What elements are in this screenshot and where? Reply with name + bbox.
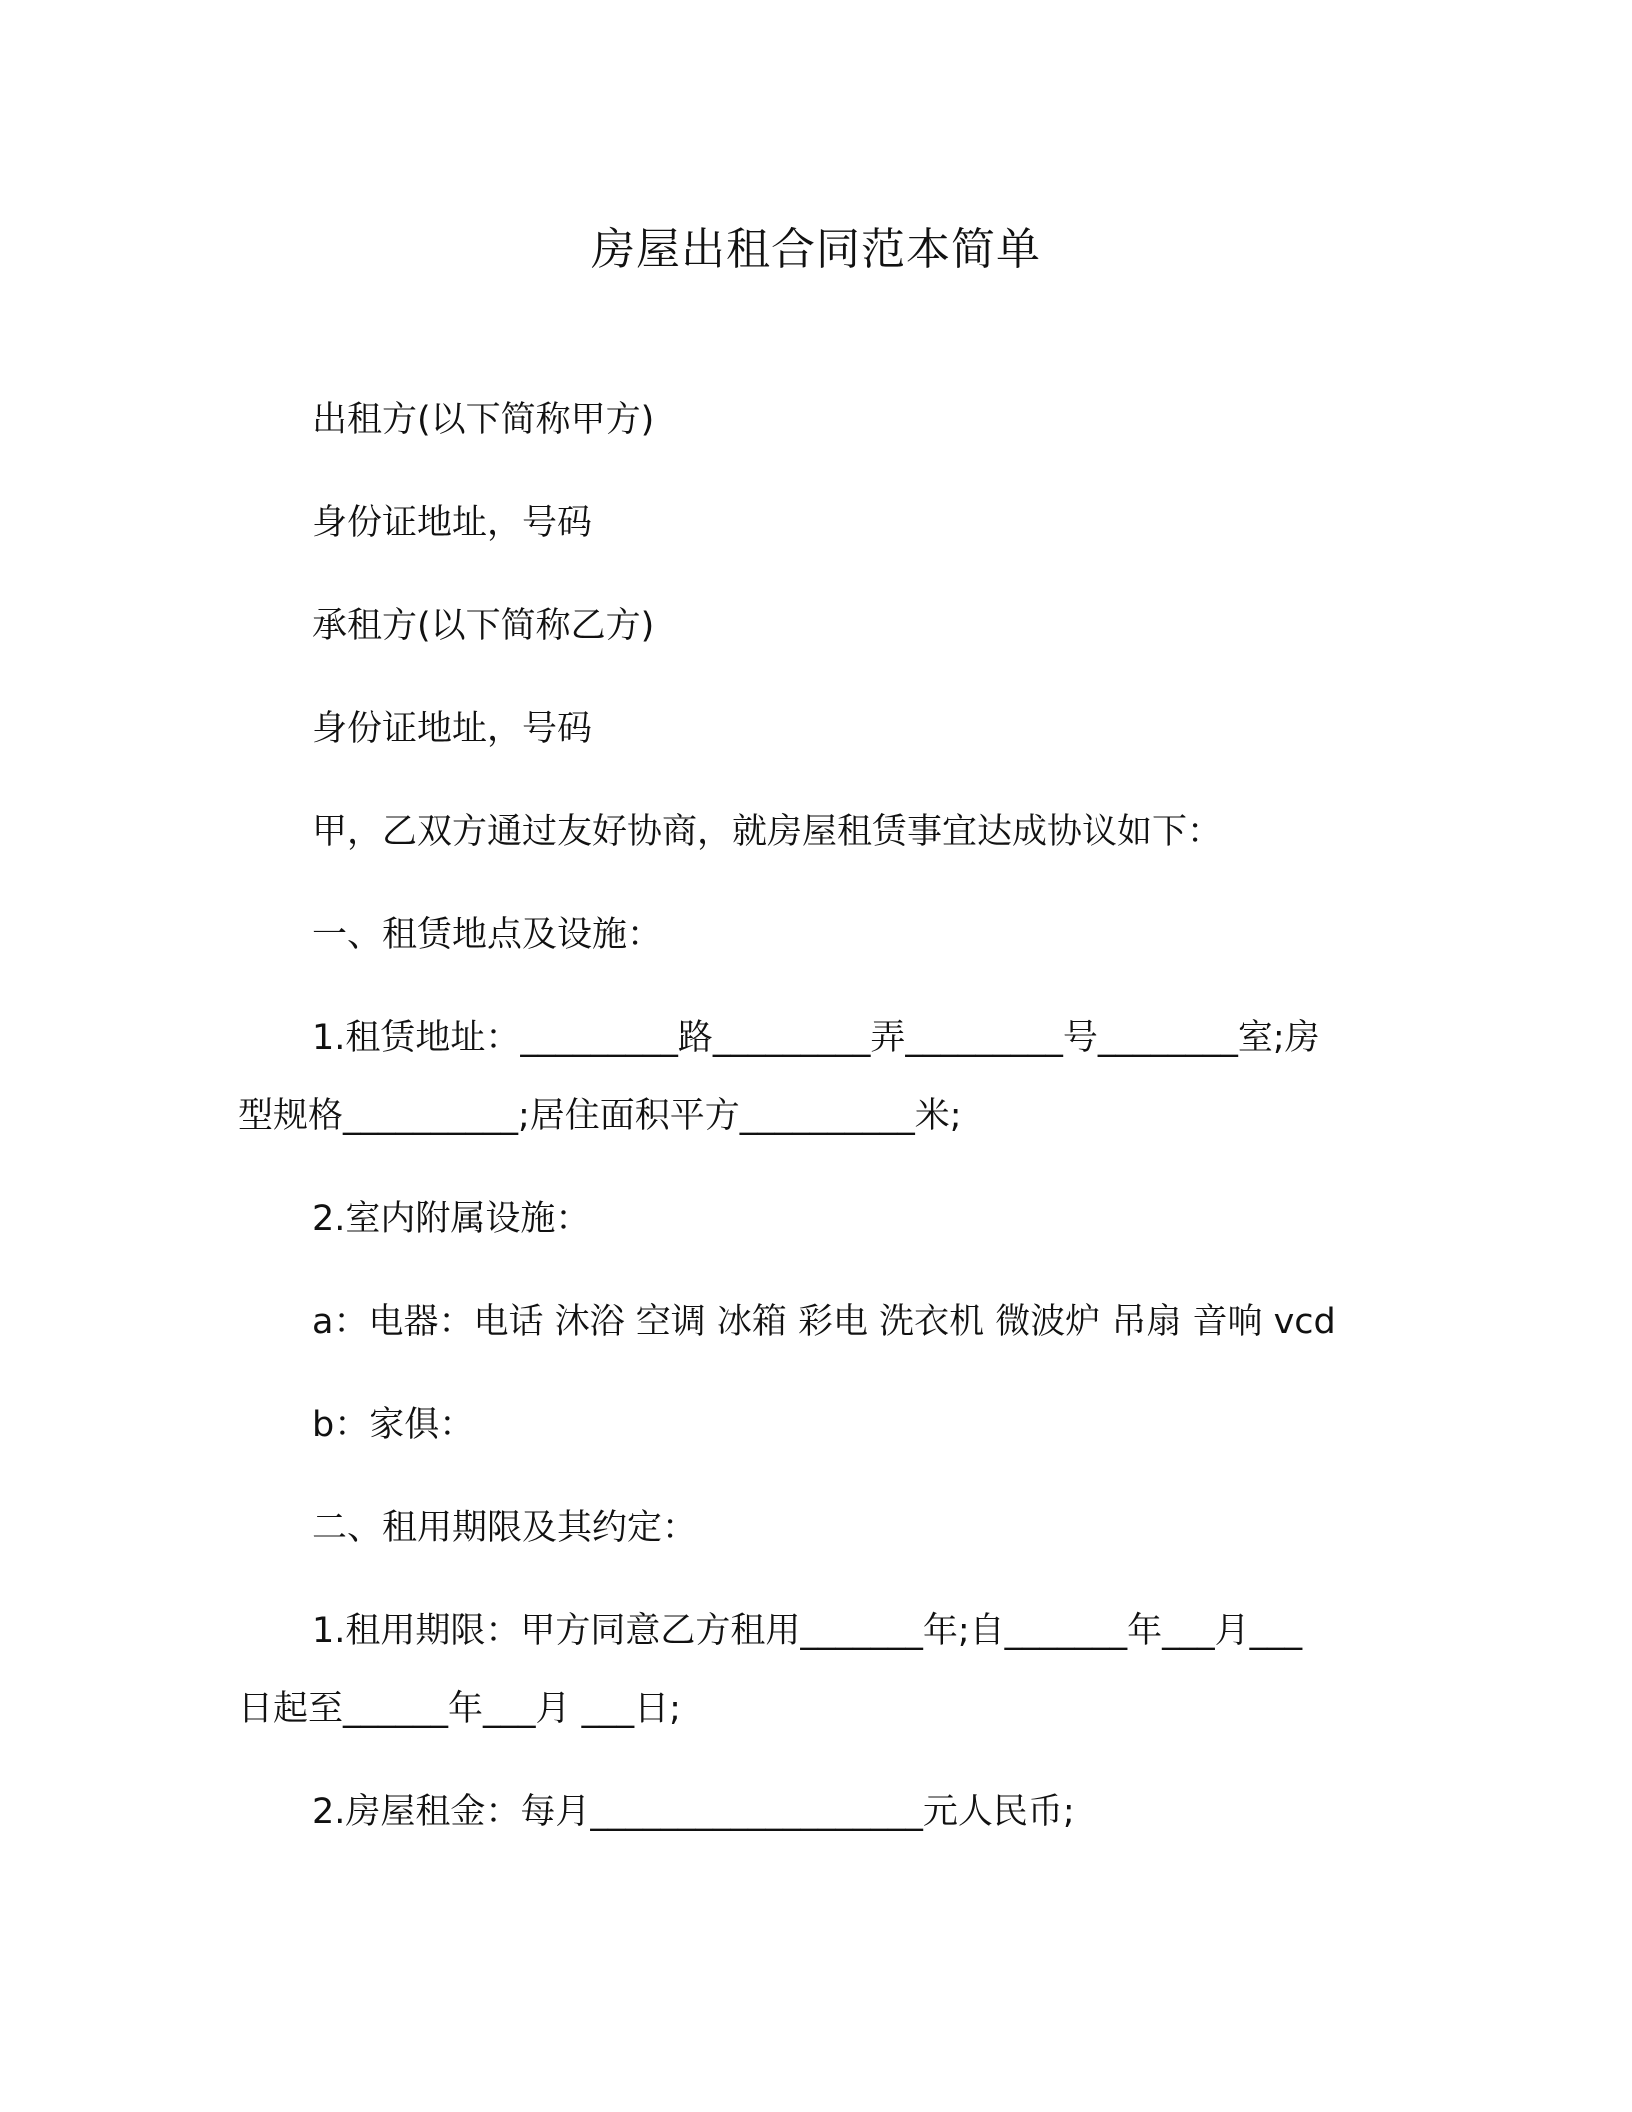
appliances-line: a：电器：电话 沐浴 空调 冰箱 彩电 洗衣机 微波炉 吊扇 音响 vcd xyxy=(312,1302,1336,1342)
section-1-heading: 一、租赁地点及设施： xyxy=(312,915,663,955)
agreement-intro: 甲，乙双方通过友好协商，就房屋租赁事宜达成协议如下： xyxy=(312,812,1223,852)
lease-term-continued: 日起至______年___月 ___日; xyxy=(238,1689,681,1729)
rent-line: 2.房屋租金：每月___________________元人民币; xyxy=(312,1792,1075,1832)
section-2-heading: 二、租用期限及其约定： xyxy=(312,1508,698,1548)
lease-term-line: 1.租用期限：甲方同意乙方租用_______年;自_______年___月___ xyxy=(312,1611,1303,1651)
lease-address-continued: 型规格__________;居住面积平方__________米; xyxy=(238,1096,962,1136)
facilities-heading: 2.室内附属设施： xyxy=(312,1199,591,1239)
lessor-line: 出租方(以下简称甲方) xyxy=(312,400,655,440)
document-title: 房屋出租合同范本简单 xyxy=(591,224,1041,275)
lease-address-line: 1.租赁地址：_________路_________弄_________号________室;房 xyxy=(312,1018,1320,1058)
furniture-line: b：家俱： xyxy=(312,1405,475,1445)
lessor-id-line: 身份证地址，号码 xyxy=(312,503,593,543)
lessee-id-line: 身份证地址，号码 xyxy=(312,709,593,749)
lessee-line: 承租方(以下简称乙方) xyxy=(312,606,655,646)
